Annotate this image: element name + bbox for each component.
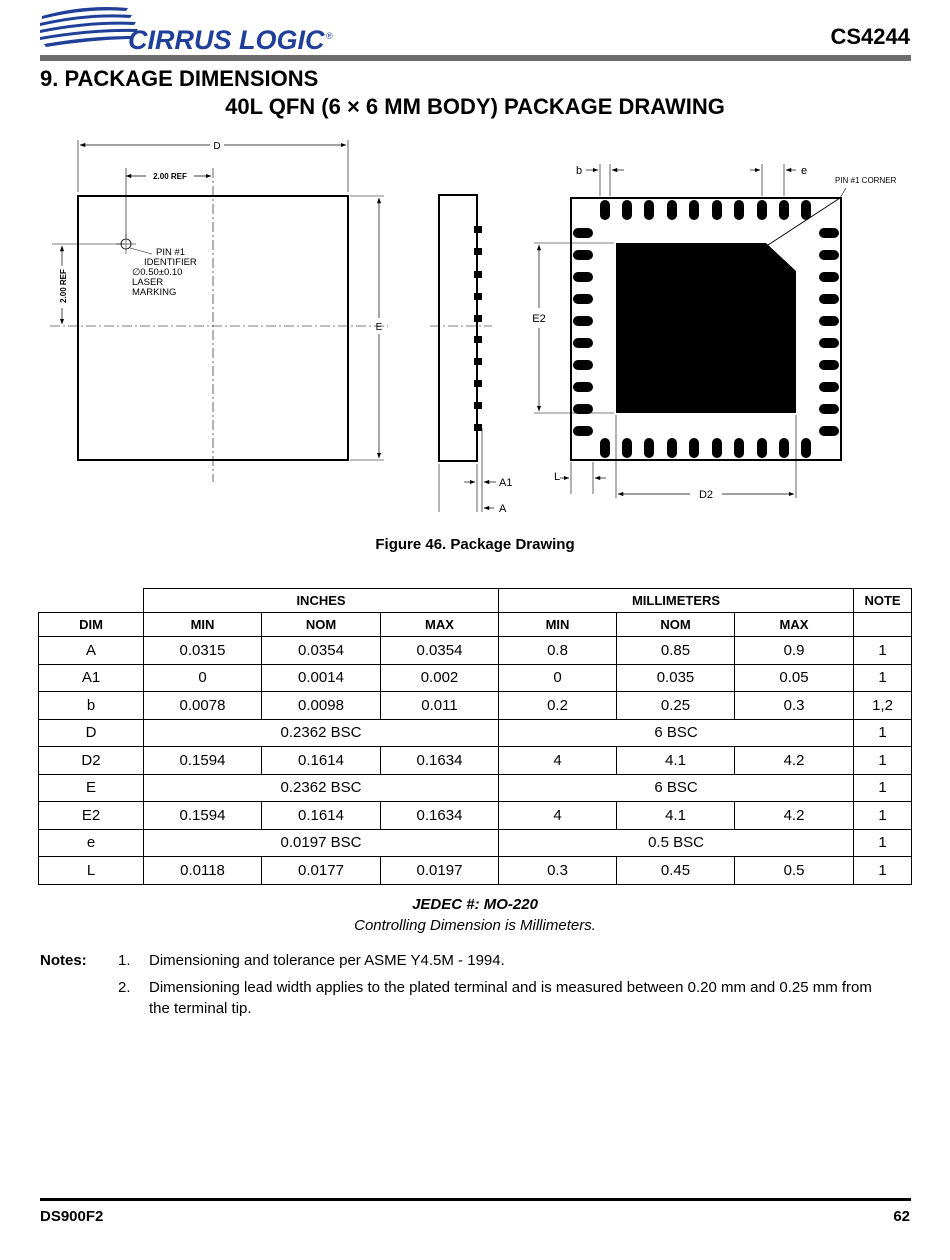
cell-in-nom: 0.0354 [262, 637, 381, 665]
figure-caption: Figure 46. Package Drawing [375, 536, 575, 553]
cell-note: 1,2 [854, 692, 912, 720]
cell-mm-max: 0.9 [735, 637, 854, 665]
header-millimeters: MILLIMETERS [499, 589, 854, 613]
cell-note: 1 [854, 747, 912, 775]
dim-label-b: b [575, 165, 583, 177]
note-text: Dimensioning lead width applies to the plated terminal and is measured between 0.20 mm and 0.25 mm from the terminal tip. [149, 979, 872, 1017]
bottom-view [534, 164, 846, 498]
bottom-view-leads-top [600, 200, 811, 220]
dim-label-d2: D2 [698, 489, 714, 501]
dimensions-table [38, 588, 912, 885]
cell-in-nom: 0.0177 [262, 857, 381, 885]
header-mm-min: MIN [499, 613, 617, 637]
note-number: 1. [118, 952, 131, 969]
dim-label-2ref-v: 2.00 REF [59, 269, 68, 303]
cell-mm-min: 0.8 [499, 637, 617, 665]
table-corner-cell [39, 589, 144, 613]
cell-mm-nom: 4.1 [617, 802, 735, 830]
svg-text:∅0.50±0.10: ∅0.50±0.10 [132, 267, 183, 278]
cell-mm-bsc: 0.5 BSC [499, 829, 854, 857]
cell-mm-bsc: 6 BSC [499, 719, 854, 747]
note-text: Dimensioning and tolerance per ASME Y4.5M - 1994. [149, 952, 505, 969]
table-row [39, 719, 912, 747]
table-row [39, 664, 912, 692]
svg-text:MARKING: MARKING [132, 287, 177, 298]
cell-mm-max: 0.3 [735, 692, 854, 720]
cell-in-max: 0.1634 [381, 747, 499, 775]
header-rule [40, 55, 911, 61]
header-note-blank [854, 613, 912, 637]
cell-in-max: 0.1634 [381, 802, 499, 830]
controlling-dimension-note: Controlling Dimension is Millimeters. [354, 917, 596, 934]
logo-text: CIRRUS LOGIC [128, 25, 325, 55]
cell-mm-nom: 4.1 [617, 747, 735, 775]
header-note: NOTE [854, 589, 912, 613]
cell-dim: A1 [39, 664, 144, 692]
table-row [39, 857, 912, 885]
cell-mm-bsc: 6 BSC [499, 774, 854, 802]
cell-mm-min: 0.3 [499, 857, 617, 885]
table-row [39, 692, 912, 720]
cell-in-min: 0 [144, 664, 262, 692]
dim-label-e-pitch: e [800, 165, 808, 177]
header-in-nom: NOM [262, 613, 381, 637]
cell-in-min: 0.0118 [144, 857, 262, 885]
cell-in-min: 0.1594 [144, 802, 262, 830]
cell-in-max: 0.002 [381, 664, 499, 692]
cell-in-max: 0.0197 [381, 857, 499, 885]
cell-mm-nom: 0.45 [617, 857, 735, 885]
cell-dim: D [39, 719, 144, 747]
cell-dim: b [39, 692, 144, 720]
notes-label: Notes: [40, 952, 87, 969]
cell-in-nom: 0.1614 [262, 802, 381, 830]
cell-dim: E2 [39, 802, 144, 830]
pin1-identifier-note [132, 247, 197, 298]
header-dim: DIM [39, 613, 144, 637]
cell-in-max: 0.011 [381, 692, 499, 720]
cell-in-nom: 0.0014 [262, 664, 381, 692]
cell-mm-min: 4 [499, 747, 617, 775]
cell-dim: A [39, 637, 144, 665]
jedec-reference: JEDEC #: MO-220 [412, 896, 538, 913]
document-id: DS900F2 [40, 1208, 104, 1225]
cell-mm-min: 4 [499, 802, 617, 830]
section-title: 9. PACKAGE DIMENSIONS [40, 66, 319, 91]
cell-dim: L [39, 857, 144, 885]
cell-in-max: 0.0354 [381, 637, 499, 665]
cell-mm-nom: 0.035 [617, 664, 735, 692]
table-row [39, 802, 912, 830]
svg-text:PIN #1: PIN #1 [156, 247, 186, 258]
cell-in-min: 0.1594 [144, 747, 262, 775]
cell-in-bsc: 0.2362 BSC [144, 774, 499, 802]
cell-note: 1 [854, 829, 912, 857]
table-row [39, 774, 912, 802]
logo-registered-mark: ® [326, 31, 333, 41]
header-inches: INCHES [144, 589, 499, 613]
dim-label-2ref-h: 2.00 REF [153, 172, 187, 181]
cell-dim: D2 [39, 747, 144, 775]
cell-mm-max: 4.2 [735, 802, 854, 830]
cell-mm-nom: 0.25 [617, 692, 735, 720]
cell-note: 1 [854, 802, 912, 830]
header-mm-max: MAX [735, 613, 854, 637]
cell-in-min: 0.0078 [144, 692, 262, 720]
header-in-min: MIN [144, 613, 262, 637]
side-view [430, 195, 496, 512]
table-column-header-row [39, 613, 912, 637]
dim-label-a1: A1 [499, 477, 513, 489]
svg-text:IDENTIFIER: IDENTIFIER [144, 257, 197, 268]
cell-in-nom: 0.1614 [262, 747, 381, 775]
cirrus-logic-logo [40, 2, 340, 56]
cell-in-bsc: 0.0197 BSC [144, 829, 499, 857]
cell-mm-nom: 0.85 [617, 637, 735, 665]
cell-mm-max: 4.2 [735, 747, 854, 775]
table-row [39, 747, 912, 775]
package-drawing [40, 128, 920, 528]
bottom-view-leads-left [573, 228, 593, 436]
table-row [39, 829, 912, 857]
cell-note: 1 [854, 857, 912, 885]
cell-mm-max: 0.5 [735, 857, 854, 885]
side-view-body [439, 195, 477, 461]
cell-note: 1 [854, 774, 912, 802]
cell-dim: E [39, 774, 144, 802]
bottom-view-leads-bottom [600, 438, 811, 458]
top-view [50, 140, 388, 482]
logo-swoosh-icon [40, 7, 138, 47]
cell-note: 1 [854, 664, 912, 692]
cell-in-bsc: 0.2362 BSC [144, 719, 499, 747]
svg-text:LASER: LASER [132, 277, 164, 288]
bottom-view-leads-right [819, 228, 839, 436]
cell-mm-min: 0.2 [499, 692, 617, 720]
part-number: CS4244 [830, 24, 910, 49]
cell-note: 1 [854, 719, 912, 747]
dim-label-e2: E2 [532, 313, 546, 325]
table-row [39, 637, 912, 665]
dim-label-a: A [499, 503, 507, 515]
cell-in-nom: 0.0098 [262, 692, 381, 720]
page-number: 62 [893, 1208, 910, 1225]
pin1-corner-label: PIN #1 CORNER [835, 176, 897, 185]
cell-mm-max: 0.05 [735, 664, 854, 692]
cell-note: 1 [854, 637, 912, 665]
drawing-title: 40L QFN (6 × 6 MM BODY) PACKAGE DRAWING [225, 94, 725, 119]
header-in-max: MAX [381, 613, 499, 637]
table-group-header-row [39, 589, 912, 613]
dim-label-l: L [554, 471, 561, 483]
cell-dim: e [39, 829, 144, 857]
exposed-pad [616, 243, 796, 413]
cell-in-min: 0.0315 [144, 637, 262, 665]
dim-label-e: E [375, 322, 383, 333]
footer-rule [40, 1198, 911, 1201]
note-number: 2. [118, 979, 131, 996]
cell-mm-min: 0 [499, 664, 617, 692]
header-mm-nom: NOM [617, 613, 735, 637]
dim-label-d: D [213, 141, 221, 152]
